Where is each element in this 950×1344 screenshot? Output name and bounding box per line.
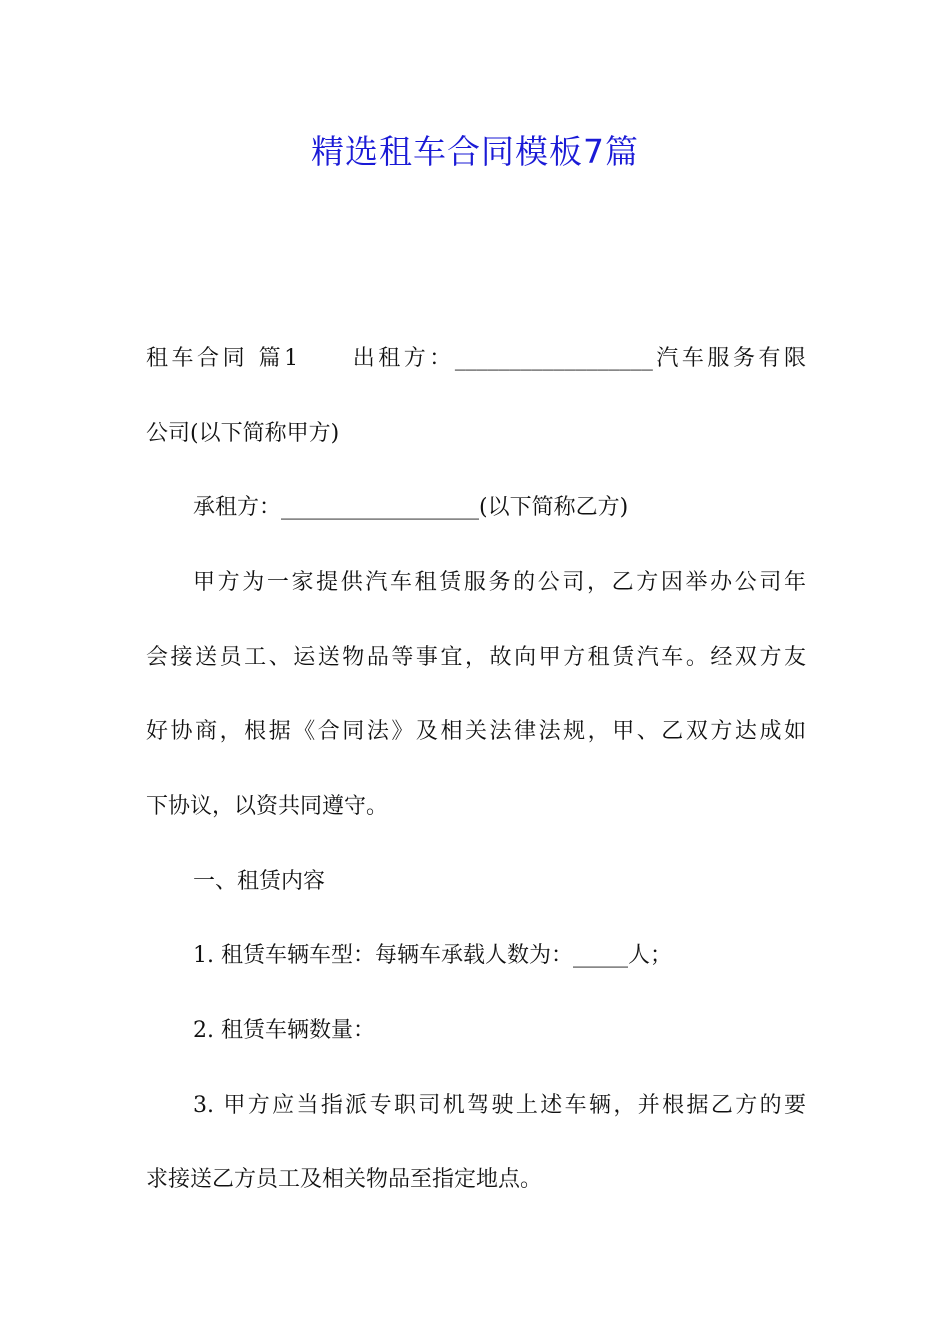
paragraph-line-5: 会接送员工、运送物品等事宜，故向甲方租赁汽车。经双方友 — [146, 645, 806, 670]
paragraph-line-7: 下协议，以资共同遵守。 — [146, 794, 389, 819]
paragraph-line-3: 承租方：__________________(以下简称乙方) — [193, 495, 629, 520]
paragraph-line-1: 租车合同 篇1 出租方：__________________汽车服务有限 — [146, 346, 806, 371]
paragraph-line-11: 3. 甲方应当指派专职司机驾驶上述车辆，并根据乙方的要 — [193, 1093, 806, 1118]
paragraph-line-12: 求接送乙方员工及相关物品至指定地点。 — [146, 1167, 543, 1192]
section-heading-1: 一、租赁内容 — [193, 869, 326, 894]
paragraph-line-6: 好协商，根据《合同法》及相关法律法规，甲、乙双方达成如 — [146, 719, 806, 744]
paragraph-line-9: 1. 租赁车辆车型：每辆车承载人数为：_____人； — [193, 943, 672, 968]
document-title: 精选租车合同模板7篇 — [311, 132, 639, 171]
paragraph-line-2: 公司(以下简称甲方) — [146, 421, 340, 446]
paragraph-line-10: 2. 租赁车辆数量： — [193, 1018, 375, 1043]
paragraph-line-4: 甲方为一家提供汽车租赁服务的公司，乙方因举办公司年 — [193, 570, 806, 595]
